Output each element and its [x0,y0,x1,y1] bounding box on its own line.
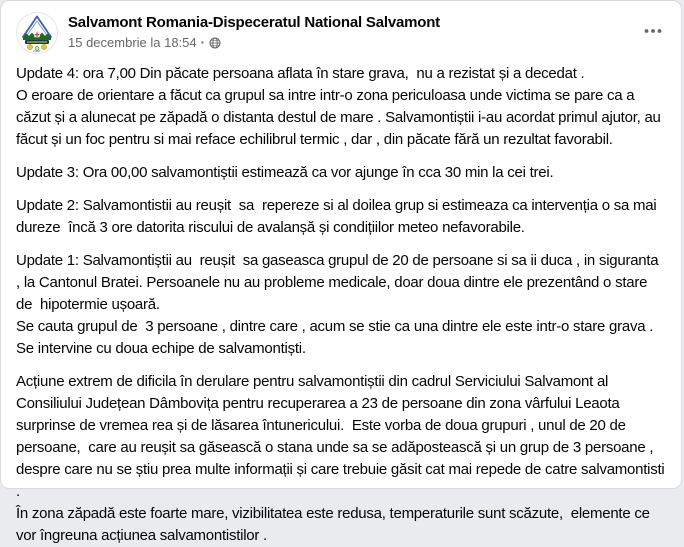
page-name-link[interactable]: Salvamont Romania-Dispeceratul National Salvamont [68,14,440,31]
post-paragraph: Update 1: Salvamontiștii au reușit sa gaseasca grupul de 20 de persoane si sa ii duca , in siguranta , la Cantonul Bratei. Persoanele nu au probleme medicale, doar doua dintre ele prezentând o stare de hipotermie ușoară. Se cauta grupul de 3 persoane , dintre care , acum se stie ca una dintre ele este intr-o stare grava . Se intervine cu doua echipe de salvamontiști. [16,252,659,357]
post-text [1,54,681,547]
post-paragraph: Update 2: Salvamontistii au reușit sa repereze si al doilea grup si estimeaza ca intervenția o sa mai dureze încă 3 ore datorita riscului de avalanșă și condițiilor meteo nefavorabile. [16,197,661,236]
more-options-button[interactable] [637,15,669,47]
post-meta-row [68,34,440,51]
globe-icon [209,37,221,49]
post-paragraph: Update 4: ora 7,00 Din păcate persoana aflata în stare grava, nu a rezistat și a decedat . O eroare de orientare a făcut ca grupul sa intre intr-o zona periculoasa unde victima se pare ca a căzut și a alunecat pe zăpadă o distanta destul de mare . Salvamontiștii i-au acordat primul ajutor, au făcut și un foc pentru si mai reface echilibrul termic , dar , din păcate fără un rezultat favorabil. [16,65,661,148]
post-paragraph: Update 3: Ora 00,00 salvamontiștii estimează ca vor ajunge în cca 30 min la cei trei. [16,164,554,181]
post-timestamp[interactable]: 15 decembrie la 18:54 [68,35,197,50]
svg-text:ICAR: ICAR [33,49,41,54]
meta-separator: · [200,35,205,50]
page-avatar salvamont-logo-icon[interactable] [16,12,58,54]
post-paragraph: Acțiune extrem de dificila în derulare pentru salvamontiștii din cadrul Serviciului Salvamont al Consiliului Județean Dâmbovița pentru recuperarea a 23 de persoane din zona vârfului Leaota surprinse de vremea rea și de lăsarea întunericului. Este vorba de doua grupuri , unul de 20 de persoane, care au reușit sa găsească o stana unde sa se adăpostească și un grup de 3 persoane , despre care nu se știu prea multe informații și care trebuie găsit cat mai repede de catre salvamontisti . În zona zăpadă este foarte mare, vizibilitatea este redusa, temperaturile sunt scăzute, elemente ce vor îngreuna acțiunea salvamontistilor . [16,373,665,544]
post-header-text [68,12,440,51]
more-horizontal-icon [643,21,663,41]
post-header [1,1,681,54]
